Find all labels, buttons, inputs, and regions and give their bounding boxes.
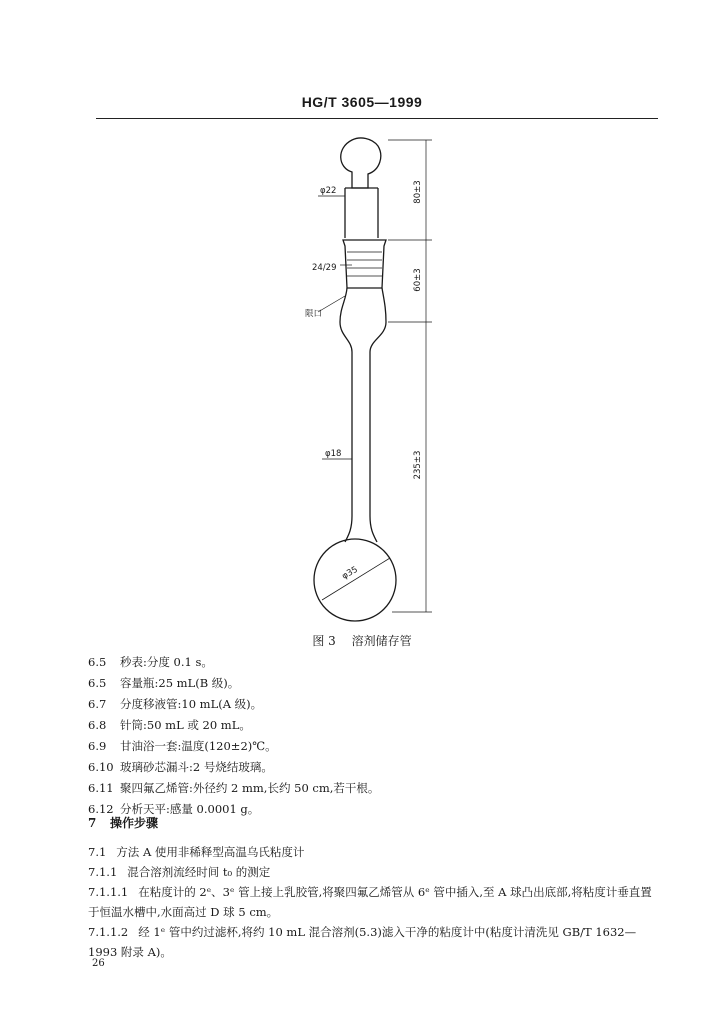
list-item: 6.10 玻璃砂芯漏斗:2 号烧结玻璃。 [88,760,273,774]
dimension-235: 235±3 [413,450,423,480]
list-item: 6.8 针筒:50 mL 或 20 mL。 [88,718,251,732]
list-item: 6.5 容量瓶:25 mL(B 级)。 [88,676,240,690]
ground-joint [343,240,386,288]
figure-number: 图 3 [312,634,336,648]
top-knob [341,138,381,188]
equipment-list [88,652,379,820]
taper-left [340,288,347,322]
label-constriction: 限口 [305,309,323,319]
page-number: 26 [92,958,105,969]
list-item: 6.5 秒表:分度 0.1 s。 [88,655,213,669]
list-item: 6.9 甘油浴一套:温度(120±2)℃。 [88,739,277,753]
bulb-diameter-line [322,558,390,600]
clause-7-1: 7.1 方法 A 使用非稀释型高温乌氏粘度计 [88,845,305,859]
section-heading: 7 操作步骤 [88,816,159,830]
label-joint: 24/29 [312,263,337,273]
clause-7-1-1-1: 7.1.1.1 在粘度计的 2ᵉ、3ᵉ 管上接上乳胶管,将聚四氟乙烯管从 6ᵉ 管中插入,至 A 球凸出底部,将粘度计垂直置于恒温水槽中,水面高过 D 球 5 cm。 [88,885,652,919]
list-item: 6.11 聚四氟乙烯管:外径约 2 mm,长约 50 cm,若干根。 [88,781,380,795]
figure-title: 溶剂储存管 [351,634,412,648]
label-diameter-bulb: φ35 [340,564,360,582]
standard-code: HG/T 3605—1999 [301,94,423,110]
dimension-80: 80±3 [413,180,423,204]
label-diameter-stem: φ18 [325,449,342,459]
clause-7-1-1: 7.1.1 混合溶剂流经时间 t₀ 的测定 [88,865,271,879]
stem-left [340,322,352,542]
stem-right [370,322,386,542]
taper-right [382,288,386,322]
clause-7-1-1-2: 7.1.1.2 经 1ᵉ 管中约过滤杯,将约 10 mL 混合溶剂(5.3)滤入干净的粘度计中(粘度计清洗见 GB/T 1632—1993 附录 A)。 [88,925,637,959]
figure-caption [0,632,724,649]
label-diameter-top: φ22 [320,186,337,196]
list-item: 6.7 分度移液管:10 mL(A 级)。 [88,697,263,711]
list-item: 6.12 分析天平:感量 0.0001 g。 [88,802,260,816]
dimension-60: 60±3 [413,268,423,292]
